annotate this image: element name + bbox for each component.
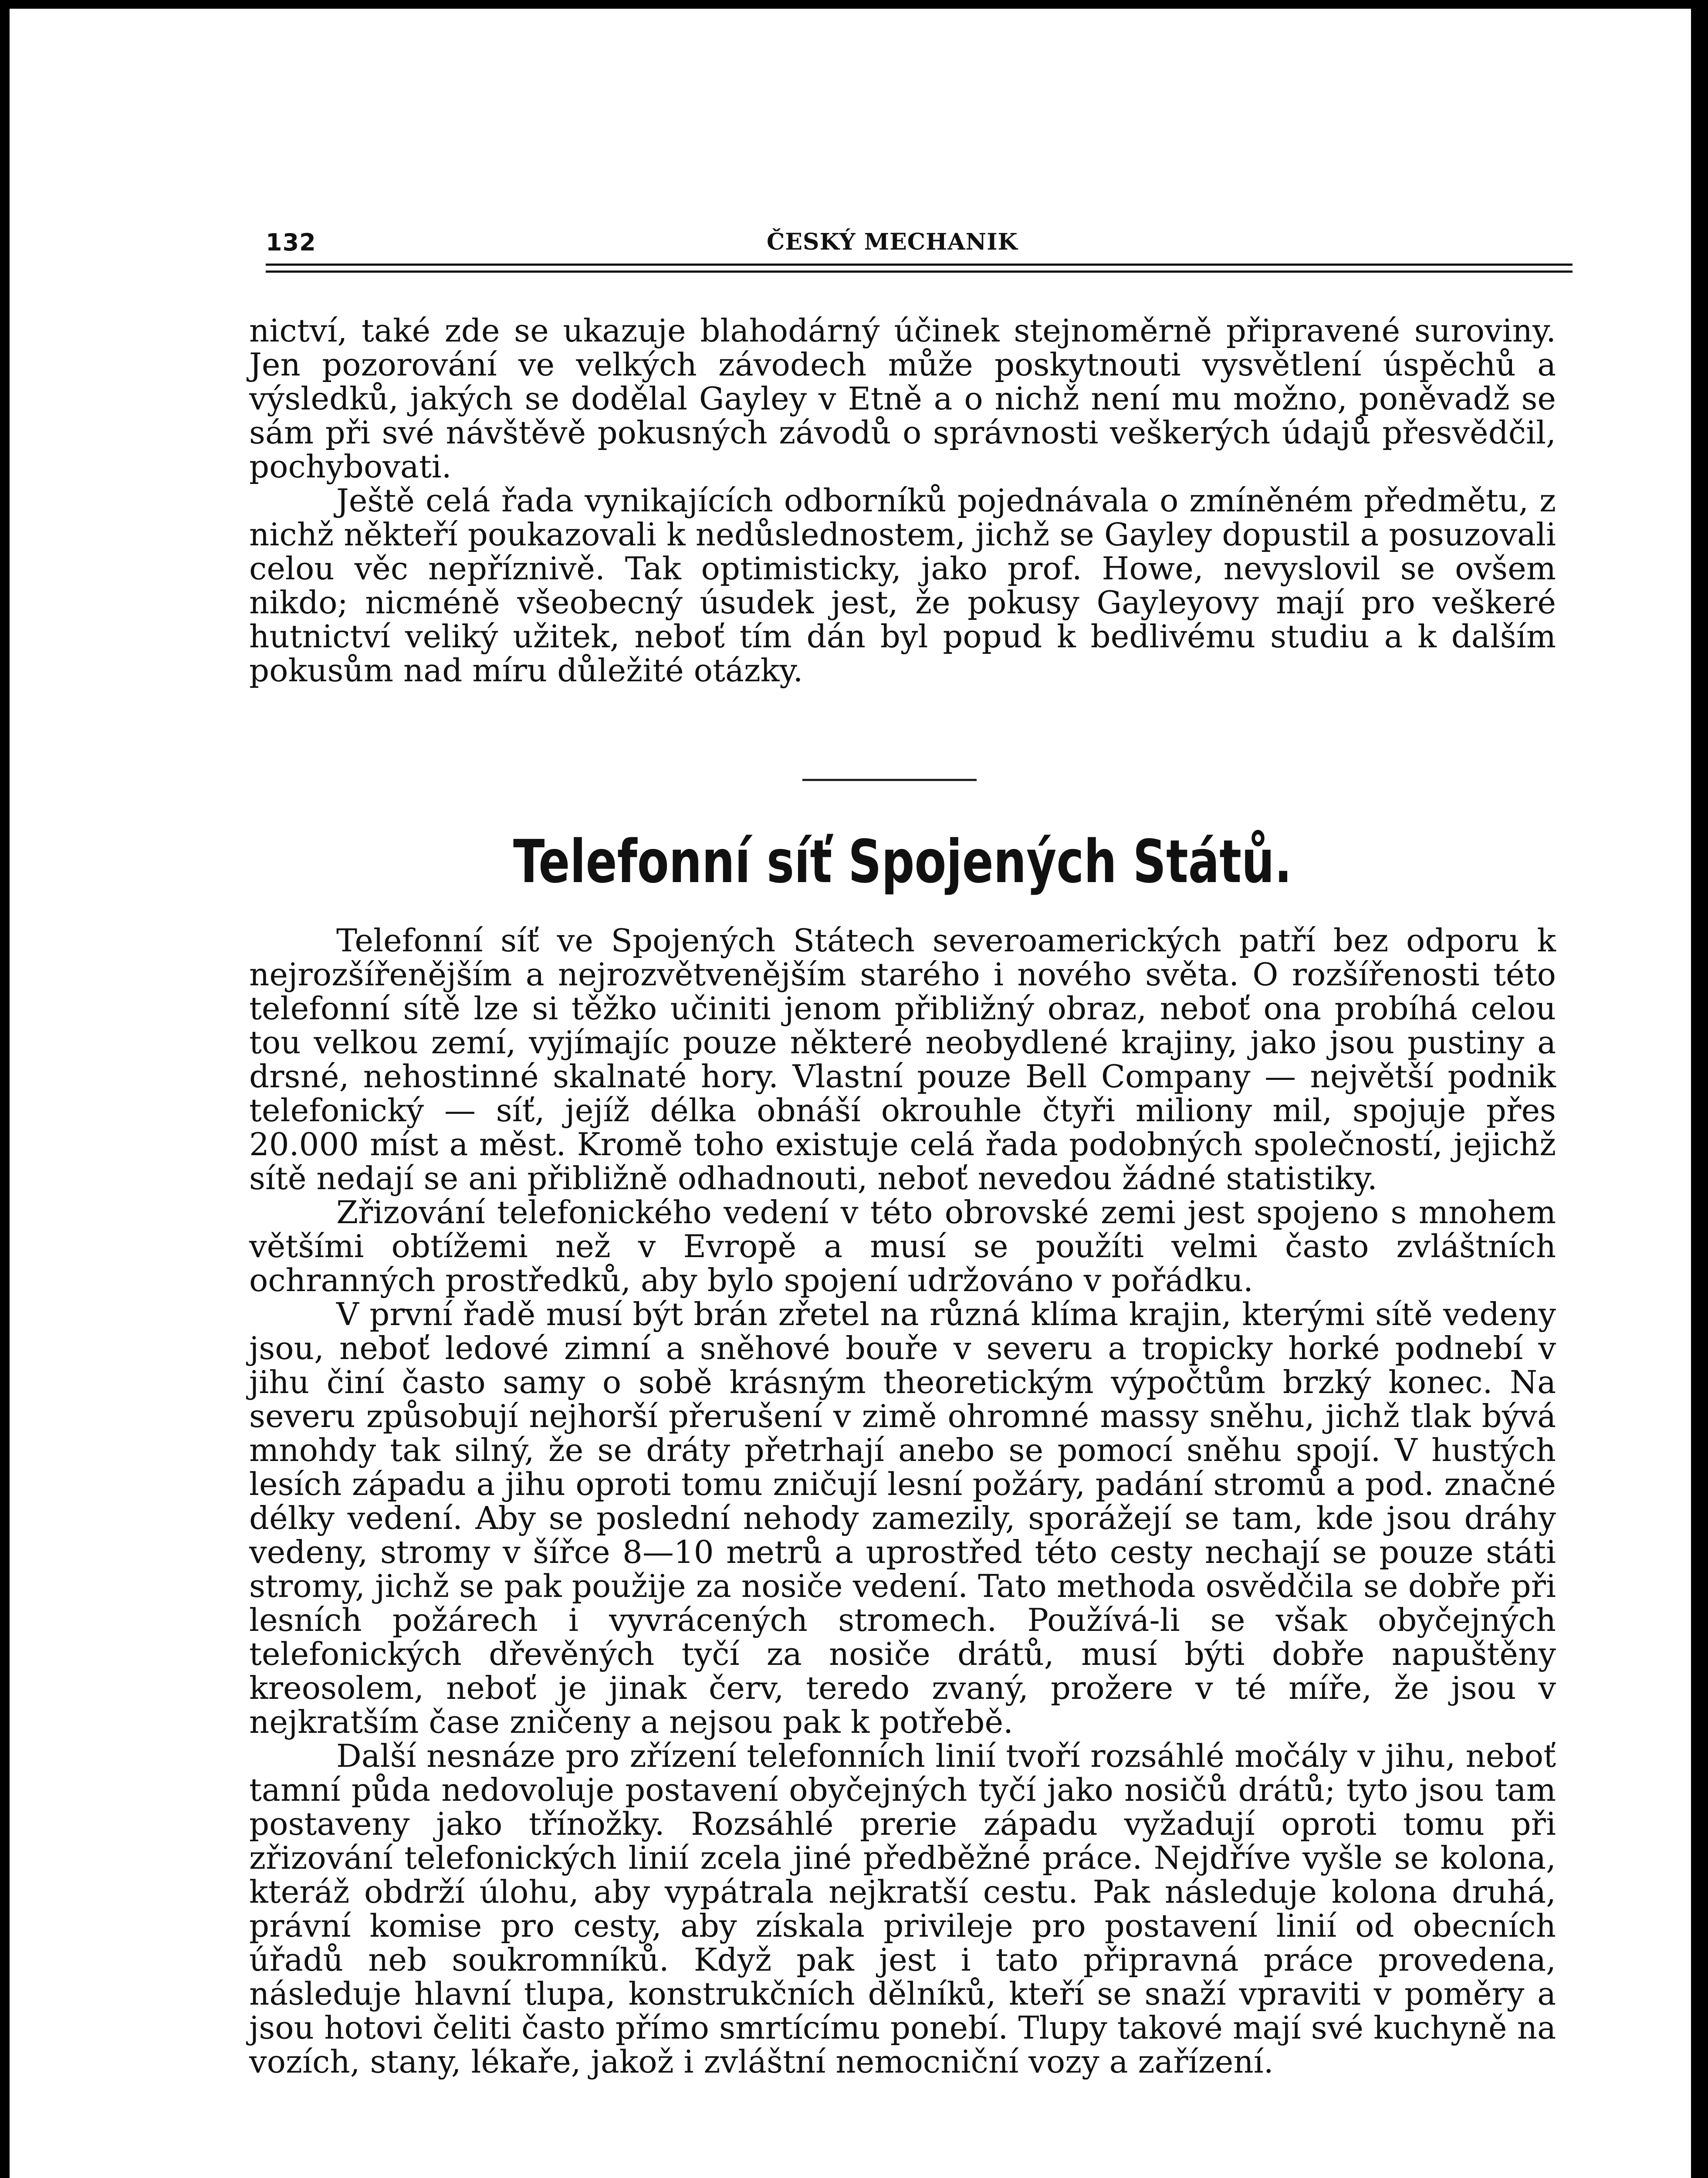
article-text: [249, 923, 1556, 2079]
paragraph: Ještě celá řada vynikajících odborníků pojednávala o zmíněném předmětu, z nichž někteří poukazovali k nedůslednostem, jichž se Gayley dopustil a posuzovali celou věc nepříznivě. Tak optimisticky, jako prof. Howe, nevyslovil se ovšem nikdo; nicméně všeobecný úsudek jest, že pokusy Gayleyovy mají pro veškeré hutnictví veliký užitek, neboť tím dán byl popud k bedlivému studiu a k dalším pokusům nad míru důležité otázky.: [249, 482, 1556, 689]
running-title: ČESKÝ MECHANIK: [767, 229, 1018, 255]
paragraph: nictví, také zde se ukazuje blahodárný účinek stejnoměrně připravené suroviny. Jen pozorování ve velkých závodech může poskytnouti vysvětlení úspěchů a výsledků, jakých se dodělal Gayley v Etně a o nichž není mu možno, poněvadž se sám při své návštěvě pokusných závodů o správnosti veškerých údajů přesvědčil, pochybovati.: [249, 312, 1556, 485]
page-header: [266, 229, 1573, 277]
paragraph: V první řadě musí být brán zřetel na různá klíma krajin, kterými sítě vedeny jsou, neboť ledové zimní a sněhové bouře v severu a tropicky horké podnebí v jihu činí často samy o sobě krásným theoretickým výpočtům brzký konec. Na severu způsobují nejhorší přerušení v zimě ohromné massy sněhu, jichž tlak bývá mnohdy tak silný, že se dráty přetrhají anebo se pomocí sněhu spojí. V hustých lesích západu a jihu oproti tomu zničují lesní požáry, padání stromů a pod. značné délky vedení. Aby se poslední nehody zamezily, sporážejí se tam, kde jsou dráhy vedeny, stromy v šířce 8—10 metrů a uprostřed této cesty nechají se pouze státi stromy, jichž se pak použije za nosiče vedení. Tato methoda osvědčila se dobře při lesních požárech i vyvrácených stromech. Používá-li se však obyčejných telefonických dřevěných tyčí za nosiče drátů, musí býti dobře napuštěny kreosolem, neboť je jinak červ, teredo zvaný, prožere v té míře, že jsou v nejkratším čase zničeny a nejsou pak k potřebě.: [249, 1296, 1556, 1740]
header-rule-bottom: [266, 271, 1573, 273]
section-separator: [802, 779, 977, 781]
paragraph: Další nesnáze pro zřízení telefonních linií tvoří rozsáhlé močály v jihu, neboť tamní půda nedovoluje postavení obyčejných tyčí jako nosičů drátů; tyto jsou tam postaveny jako třínožky. Rozsáhlé prerie západu vyžadují oproti tomu při zřizování telefonických linií zcela jiné předběžné práce. Nejdříve vyšle se kolona, kteráž obdrží úlohu, aby vypátrala nejkratší cestu. Pak následuje kolona druhá, právní komise pro cesty, aby získala privileje pro postavení linií od obecních úřadů neb soukromníků. Když pak jest i tato připravná práce provedena, následuje hlavní tlupa, konstrukčních dělníků, kteří se snaží vpraviti v poměry a jsou hotovi čeliti často přímo smrtícímu ponebí. Tlupy takové mají své kuchyně na vozích, stany, lékaře, jakož i zvláštní nemocniční vozy a zařízení.: [249, 1738, 1556, 2080]
article-title: Telefonní síť Spojených Států.: [513, 828, 1292, 896]
paragraph: Zřizování telefonického vedení v této obrovské zemi jest spojeno s mnohem většími obtížemi než v Evropě a musí se použíti velmi často zvláštních ochranných prostředků, aby bylo spojení udržováno v pořádku.: [249, 1194, 1556, 1299]
page: [10, 9, 1691, 2178]
page-number: 132: [266, 229, 316, 256]
paragraph: Telefonní síť ve Spojených Státech severoamerických patří bez odporu k nejrozšířenějším a nejrozvětvenějším starého i nového světa. O rozšířenosti této telefonní sítě lze si těžko učiniti jenom přibližný obraz, neboť ona probíhá celou tou velkou zemí, vyjímajíc pouze některé neobydlené krajiny, jako jsou pustiny a drsné, nehostinné skalnaté hory. Vlastní pouze Bell Company — největší podnik telefonický — síť, jejíž délka obnáší okrouhle čtyři miliony mil, spojuje přes 20.000 míst a měst. Kromě toho existuje celá řada podobných společností, jejichž sítě nedají se ani přibližně odhadnouti, neboť nevedou žádné statistiky.: [249, 922, 1556, 1197]
previous-article-text: [249, 314, 1556, 687]
header-rule-top: [266, 264, 1573, 266]
